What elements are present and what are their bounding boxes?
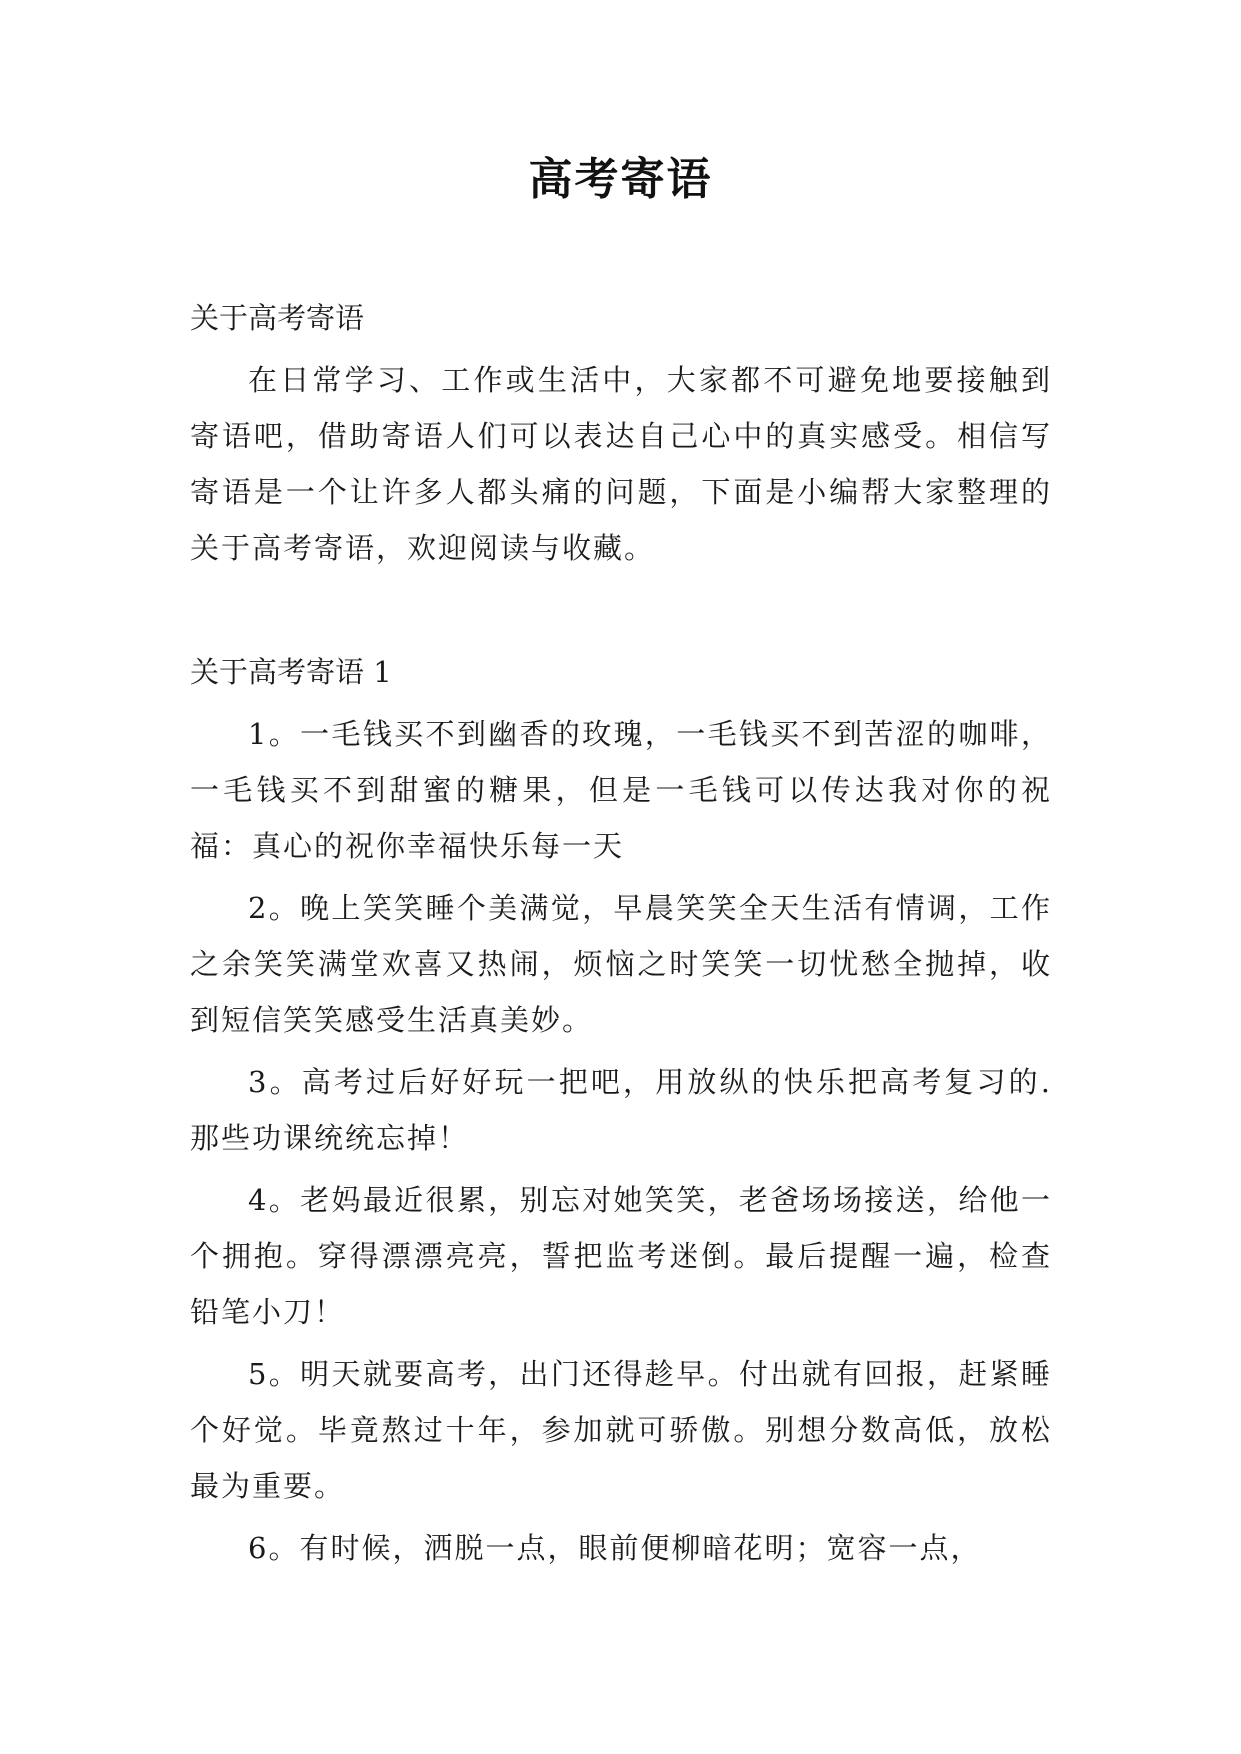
list-item: 4。老妈最近很累，别忘对她笑笑，老爸场场接送，给他一个拥抱。穿得漂漂亮亮，誓把监考迷倒。最后提醒一遍，检查铅笔小刀！ [190,1183,1052,1329]
document-title: 高考寄语 [528,154,713,205]
list-item: 1。一毛钱买不到幽香的玫瑰，一毛钱买不到苦涩的咖啡，一毛钱买不到甜蜜的糖果，但是一毛钱可以传达我对你的祝福：真心的祝你幸福快乐每一天 [190,717,1052,863]
intro-paragraph: 在日常学习、工作或生活中，大家都不可避免地要接触到寄语吧，借助寄语人们可以表达自己心中的真实感受。相信写寄语是一个让许多人都头痛的问题，下面是小编帮大家整理的关于高考寄语，欢迎阅读与收藏。 [190,363,1052,565]
list-item: 2。晚上笑笑睡个美满觉，早晨笑笑全天生活有情调，工作之余笑笑满堂欢喜又热闹，烦恼之时笑笑一切忧愁全抛掉，收到短信笑笑感受生活真美妙。 [190,891,1052,1037]
list-item: 5。明天就要高考，出门还得趁早。付出就有回报，赶紧睡个好觉。毕竟熬过十年，参加就可骄傲。别想分数高低，放松最为重要。 [190,1357,1052,1503]
list-item: 3。高考过后好好玩一把吧，用放纵的快乐把高考复习的.那些功课统统忘掉！ [190,1065,1052,1155]
document-body [190,290,1052,1576]
intro-heading: 关于高考寄语 [190,301,365,335]
section-spacer [190,576,1052,632]
list-item: 6。有时候，洒脱一点，眼前便柳暗花明；宽容一点， [248,1531,982,1565]
section-heading: 关于高考寄语 1 [190,655,392,689]
